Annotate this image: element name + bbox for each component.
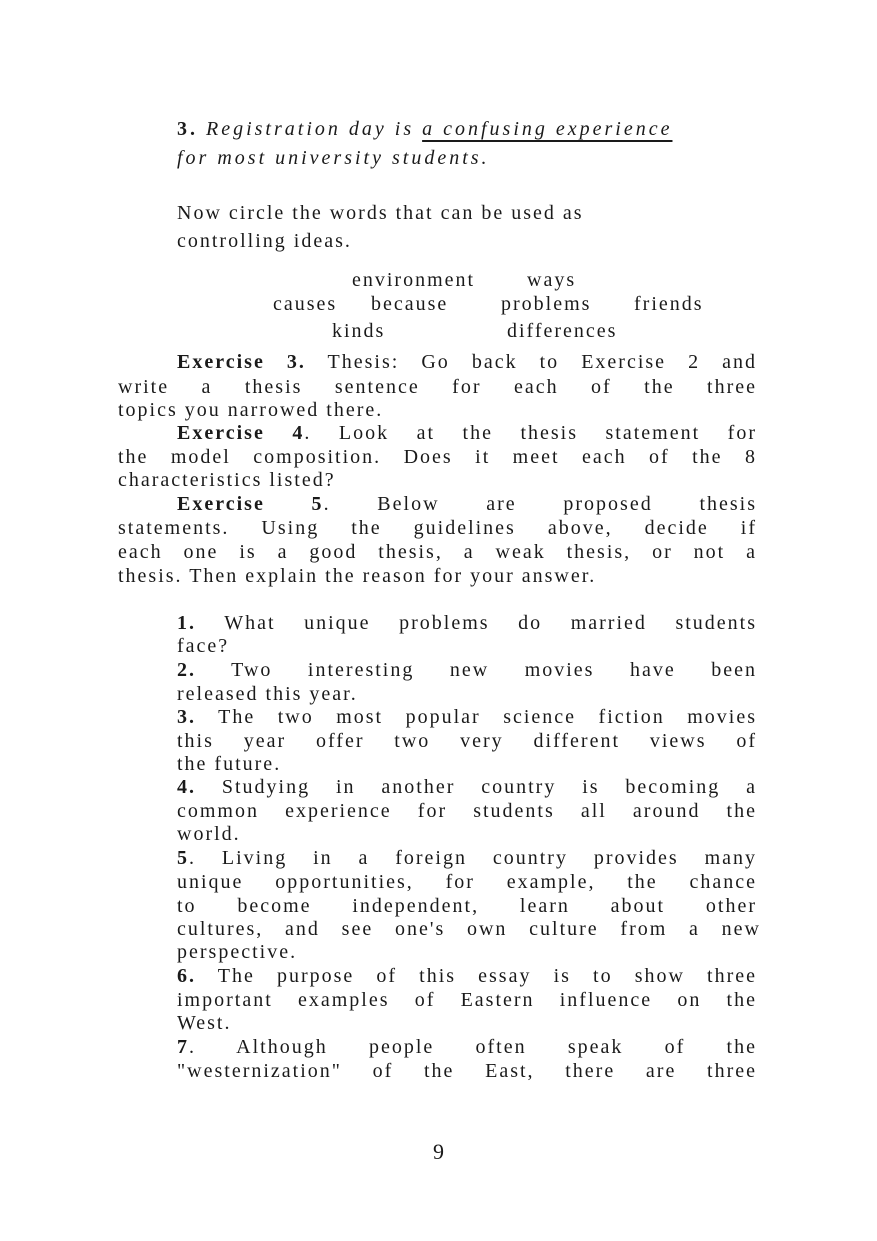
statement-1-number: 1. (177, 612, 196, 634)
statement-7-line1 (177, 1037, 757, 1057)
statement-3-line1 (177, 707, 757, 727)
statement-2-line1 (177, 660, 757, 680)
circle-instruction-line2: controlling ideas. (177, 230, 352, 252)
statement-4-number: 4. (177, 776, 196, 798)
statement-3-number: 3. (177, 706, 196, 728)
exercise3-line1 (177, 352, 757, 372)
ex2-item3-line1 (177, 119, 672, 139)
statement-1-line2: face? (177, 635, 230, 657)
statement-4-text: Studying in another country is becoming a (221, 776, 757, 798)
page-number: 9 (433, 1139, 444, 1164)
statement-6-line3: West. (177, 1012, 232, 1034)
word-bank-word: causes (273, 293, 338, 315)
exercise3-line3: topics you narrowed there. (118, 399, 384, 421)
exercise4-line3: characteristics listed? (118, 469, 336, 491)
statement-2-line2: released this year. (177, 683, 358, 705)
word-bank-word: problems (501, 293, 592, 315)
exercise4-text: . Look at the thesis statement for (304, 422, 757, 444)
statement-4-line2: common experience for students all around the (177, 800, 757, 822)
statement-5-line1 (177, 848, 757, 868)
ex2-item3-number: 3. (177, 118, 198, 140)
exercise5-line4: thesis. Then explain the reason for your answer. (118, 565, 597, 587)
statement-5-number: 5 (177, 847, 189, 869)
ex2-item3-line2: for most university students. (177, 147, 490, 169)
statement-3-line3: the future. (177, 753, 282, 775)
statement-6-number: 6. (177, 965, 196, 987)
word-bank-word: environment (352, 269, 476, 291)
statement-3-text: The two most popular science fiction movies (218, 706, 757, 728)
exercise5-line3: each one is a good thesis, a weak thesis, or not a (118, 541, 757, 563)
exercise3-label: Exercise 3. (177, 351, 306, 373)
exercise5-line2: statements. Using the guidelines above, decide if (118, 517, 757, 539)
word-bank-word: ways (527, 269, 577, 291)
exercise4-label: Exercise 4 (177, 422, 305, 444)
statement-1-text: What unique problems do married students (224, 612, 758, 634)
statement-7-number: 7 (177, 1036, 189, 1058)
statement-7-text: . Although people often speak of the (189, 1036, 757, 1058)
statement-6-line2: important examples of Eastern influence on the (177, 989, 757, 1011)
statement-7-line2: "westernization" of the East, there are three (177, 1060, 757, 1082)
statement-5-text: . Living in a foreign country provides many (189, 847, 757, 869)
statement-5-line2: unique opportunities, for example, the chance (177, 871, 757, 893)
ex2-item3-underlined: a confusing experience (422, 118, 673, 140)
exercise4-line2: the model composition. Does it meet each of the 8 (118, 446, 757, 468)
word-bank-word: because (371, 293, 449, 315)
statement-4-line3: world. (177, 823, 241, 845)
exercise4-line1 (177, 423, 757, 443)
ex2-item3-text-a: Registration day is (206, 118, 423, 140)
statement-6-text: The purpose of this essay is to show three (217, 965, 757, 987)
statement-2-number: 2. (177, 659, 196, 681)
statement-5-line3: to become independent, learn about other (177, 895, 757, 917)
statement-5-line5: perspective. (177, 941, 298, 963)
exercise5-text: . Below are proposed thesis (323, 493, 757, 515)
statement-5-line4: cultures, and see one's own culture from a new (177, 918, 761, 940)
word-bank-word: friends (634, 293, 704, 315)
statement-4-line1 (177, 777, 757, 797)
exercise3-text: Thesis: Go back to Exercise 2 and (327, 351, 757, 373)
circle-instruction-line1: Now circle the words that can be used as (177, 202, 584, 224)
exercise5-line1 (177, 494, 757, 514)
statement-2-text: Two interesting new movies have been (231, 659, 757, 681)
exercise5-label: Exercise 5 (177, 493, 324, 515)
statement-3-line2: this year offer two very different views of (177, 730, 757, 752)
exercise3-line2: write a thesis sentence for each of the three (118, 376, 757, 398)
statement-6-line1 (177, 966, 757, 986)
word-bank-word: differences (507, 320, 618, 342)
word-bank-word: kinds (332, 320, 386, 342)
statement-1-line1 (177, 613, 757, 633)
